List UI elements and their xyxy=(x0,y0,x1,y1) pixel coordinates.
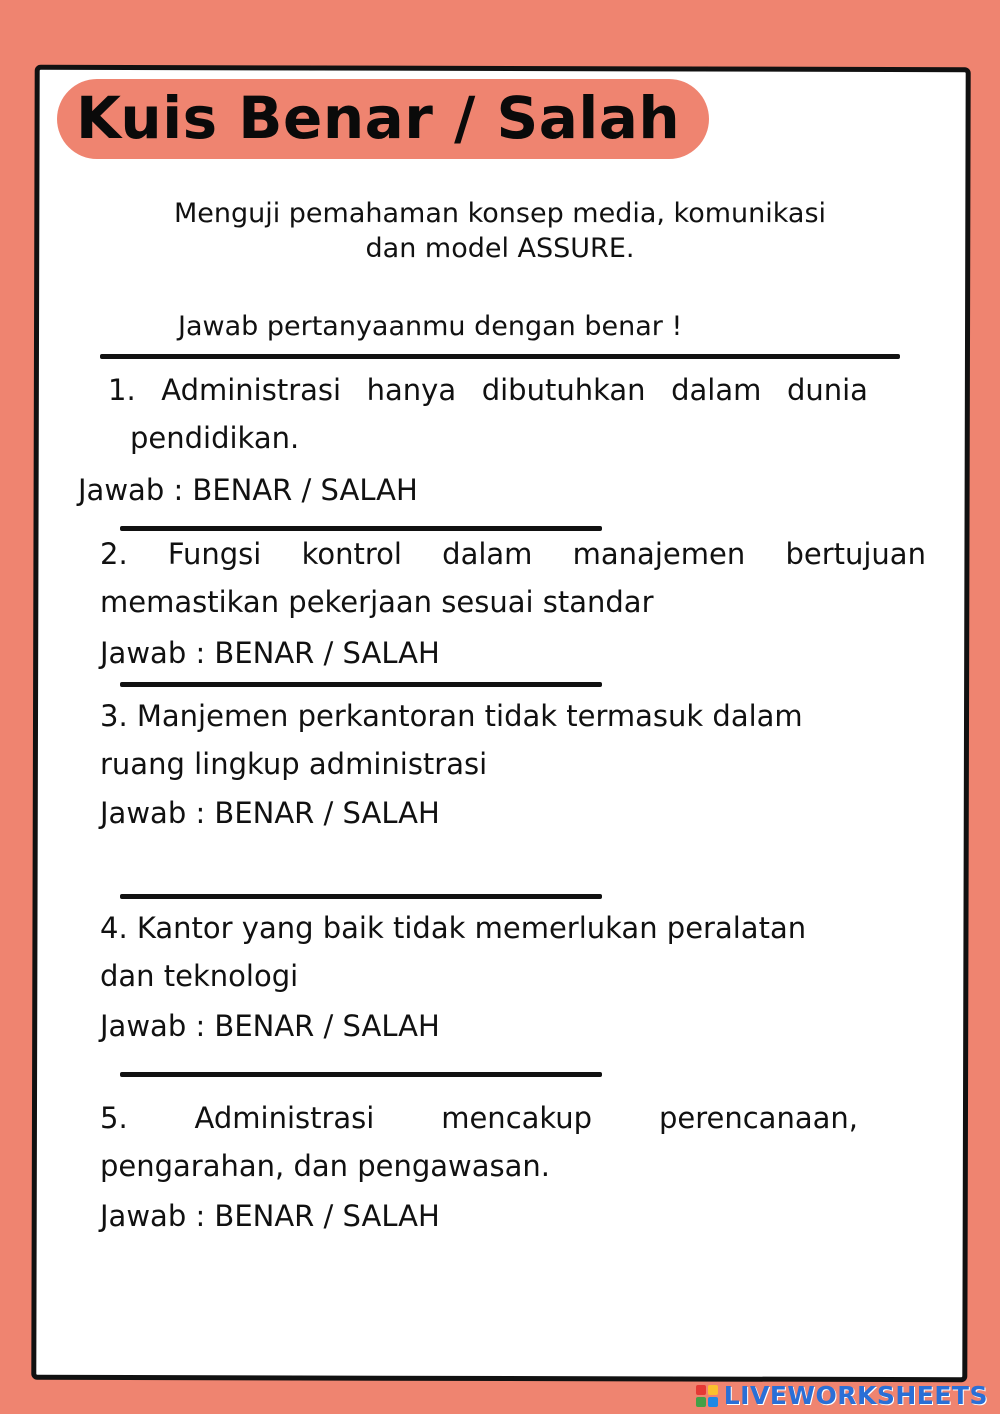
answer-1[interactable]: Jawab : BENAR / SALAH xyxy=(78,473,418,507)
question-2-word: manajemen xyxy=(572,537,746,571)
question-1-word: 1. xyxy=(108,373,136,407)
question-2-word: kontrol xyxy=(301,537,402,571)
liveworksheets-logo-icon xyxy=(696,1385,718,1407)
divider-3 xyxy=(120,894,602,899)
watermark-text: LIVEWORKSHEETS xyxy=(723,1381,988,1410)
question-2 xyxy=(100,530,926,626)
instruction-text: Jawab pertanyaanmu dengan benar ! xyxy=(178,311,683,342)
question-5-word: mencakup xyxy=(441,1101,593,1135)
question-1-word: dibutuhkan xyxy=(481,373,646,407)
answer-4[interactable]: Jawab : BENAR / SALAH xyxy=(100,1009,440,1043)
question-1 xyxy=(108,366,868,462)
question-3-line-2: ruang lingkup administrasi xyxy=(100,747,488,781)
answer-5[interactable]: Jawab : BENAR / SALAH xyxy=(100,1199,440,1233)
question-3 xyxy=(100,692,880,788)
question-2-word: dalam xyxy=(442,537,533,571)
divider-2 xyxy=(120,682,602,687)
question-1-line-1 xyxy=(108,366,868,414)
question-5-word: Administrasi xyxy=(194,1101,375,1135)
question-2-line-1 xyxy=(100,530,926,578)
subtitle-line-2: dan model ASSURE. xyxy=(365,233,635,264)
question-1-word: dalam xyxy=(671,373,762,407)
question-2-word: Fungsi xyxy=(167,537,262,571)
question-2-line-2: memastikan pekerjaan sesuai standar xyxy=(100,585,654,619)
question-5-line-2: pengarahan, dan pengawasan. xyxy=(100,1149,551,1183)
question-1-line-2: pendidikan. xyxy=(130,421,300,455)
question-1-word: Administrasi xyxy=(161,373,342,407)
answer-2[interactable]: Jawab : BENAR / SALAH xyxy=(100,636,440,670)
question-4 xyxy=(100,904,880,1000)
question-3-line-1: 3. Manjemen perkantoran tidak termasuk dalam xyxy=(100,699,803,733)
liveworksheets-watermark xyxy=(696,1381,988,1410)
page-title: Kuis Benar / Salah xyxy=(76,84,681,152)
question-5-word: perencanaan, xyxy=(658,1101,858,1135)
subtitle xyxy=(110,196,890,266)
question-4-line-1: 4. Kantor yang baik tidak memerlukan peralatan xyxy=(100,911,807,945)
question-1-word: dunia xyxy=(786,373,868,407)
divider-4 xyxy=(120,1072,602,1077)
question-5-line-1 xyxy=(100,1094,858,1142)
question-2-word: 2. xyxy=(100,537,128,571)
subtitle-line-1: Menguji pemahaman konsep media, komunikasi xyxy=(173,198,827,229)
answer-3[interactable]: Jawab : BENAR / SALAH xyxy=(100,796,440,830)
question-2-word: bertujuan xyxy=(785,537,926,571)
question-5 xyxy=(100,1094,858,1190)
header-divider xyxy=(100,354,900,359)
question-5-word: 5. xyxy=(100,1101,128,1135)
question-4-line-2: dan teknologi xyxy=(100,959,299,993)
question-1-word: hanya xyxy=(366,373,457,407)
